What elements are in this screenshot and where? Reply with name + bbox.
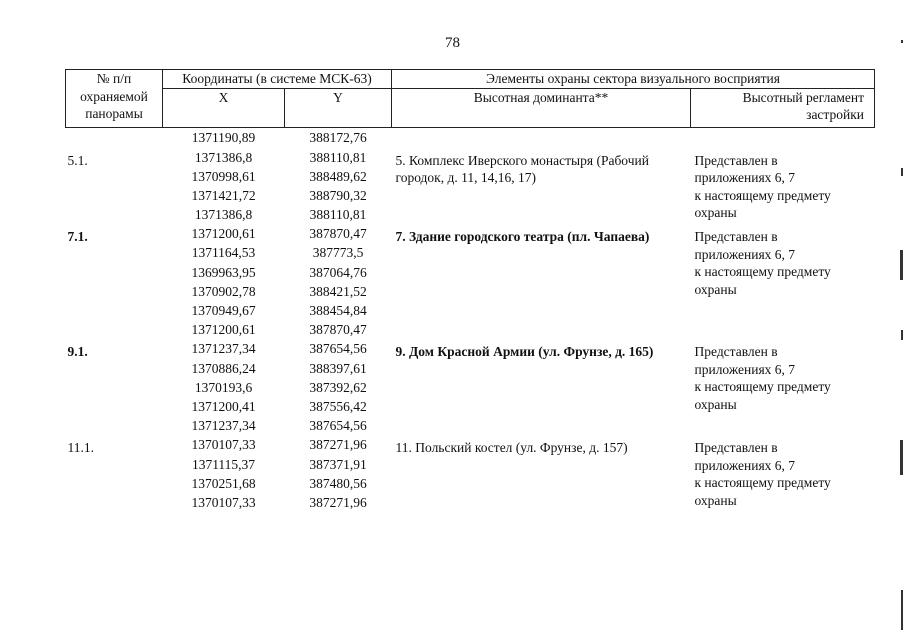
coordinate-x-value: 1370886,24 — [191, 360, 256, 376]
coordinate-x-value: 1370251,68 — [191, 475, 256, 491]
coordinate-y-value: 388489,62 — [309, 168, 367, 184]
header-number — [66, 70, 163, 128]
scan-artifact — [900, 440, 903, 475]
panorama-number: 7.1. — [67, 229, 88, 245]
coordinate-y-value: 387870,47 — [309, 322, 367, 338]
coordinate-x-value: 1371200,41 — [191, 398, 256, 414]
regulation-line: приложениях 6, 7 — [694, 457, 796, 473]
scan-artifact — [901, 590, 903, 630]
coordinate-x-value: 1371237,34 — [191, 418, 256, 434]
y-coordinates — [285, 148, 392, 225]
coordinate-y-value: 388397,61 — [309, 360, 367, 376]
header-regulation-line: Высотный регламент — [742, 89, 864, 105]
coordinate-x-value: 1371164,53 — [191, 245, 256, 261]
coordinate-y-value: 387870,47 — [309, 226, 367, 242]
header-x: X — [163, 88, 285, 127]
table-row — [66, 435, 875, 512]
coordinate-y-value: 388110,81 — [309, 207, 367, 223]
header-number-line: охраняемой — [80, 88, 148, 104]
coordinate-y-value: 387271,96 — [309, 437, 367, 453]
regulation-line: охраны — [694, 396, 737, 412]
coordinate-y-value: 387371,91 — [309, 456, 367, 472]
table-row — [66, 224, 875, 339]
height-regulation — [691, 339, 875, 435]
scan-artifact — [901, 330, 903, 340]
height-dominant: 5. Комплекс Иверского монастыря (Рабочий городок, д. 11, 14,16, 17) — [395, 152, 649, 185]
panorama-number — [66, 127, 163, 148]
x-coordinates — [163, 148, 285, 225]
header-number-line: панорамы — [85, 106, 143, 121]
coordinate-x-value: 1370949,67 — [191, 303, 256, 318]
regulation-line: Представлен в — [694, 229, 778, 245]
coordinate-x-value: 1371200,61 — [191, 226, 256, 242]
coordinate-x-value: 1371237,34 — [191, 341, 256, 357]
regulation-line: к настоящему предмету — [694, 379, 831, 395]
coordinate-x-value: 1370193,6 — [194, 379, 253, 395]
table-row — [66, 148, 875, 225]
coordinate-y-value: 387480,56 — [309, 475, 367, 491]
coordinate-x-value: 1369963,95 — [191, 264, 256, 280]
protection-sectors-table — [65, 69, 875, 512]
scan-artifact — [901, 40, 903, 43]
coordinate-x-value: 1371115,37 — [191, 456, 256, 472]
x-coordinates — [163, 435, 285, 512]
coordinate-y-value: 388454,84 — [309, 303, 367, 318]
header-dominant: Высотная доминанта** — [392, 88, 691, 127]
header-regulation-line: застройки — [806, 107, 864, 122]
table-row — [66, 339, 875, 435]
height-regulation — [691, 224, 875, 339]
regulation-line: охраны — [694, 492, 737, 508]
regulation-line: Представлен в — [694, 440, 778, 456]
panorama-number: 11.1. — [67, 440, 94, 456]
height-dominant: 9. Дом Красной Армии (ул. Фрунзе, д. 165) — [395, 344, 654, 360]
header-y: Y — [285, 88, 392, 127]
x-coordinates — [163, 127, 285, 148]
coordinate-y-value: 387556,42 — [309, 398, 367, 414]
coordinate-y-value: 387654,56 — [309, 341, 367, 357]
coordinate-y-value: 388172,76 — [309, 129, 367, 145]
coordinate-x-value: 1370998,61 — [191, 168, 256, 184]
coordinate-x-value: 1371421,72 — [191, 187, 256, 203]
regulation-line: к настоящему предмету — [694, 264, 831, 280]
regulation-line: к настоящему предмету — [694, 187, 831, 203]
coordinate-y-value: 387654,56 — [309, 418, 367, 434]
regulation-line: охраны — [694, 281, 737, 297]
coordinate-y-value: 387773,5 — [312, 245, 364, 261]
table-row — [66, 127, 875, 148]
coordinate-y-value: 387392,62 — [309, 379, 367, 395]
coordinate-x-value: 1371386,8 — [194, 149, 253, 165]
x-coordinates — [163, 224, 285, 339]
height-dominant: 7. Здание городского театра (пл. Чапаева) — [395, 229, 650, 245]
header-number-line: № п/п — [96, 71, 132, 86]
height-regulation — [691, 435, 875, 512]
coordinate-y-value: 388421,52 — [309, 283, 367, 299]
regulation-line: Представлен в — [694, 344, 778, 360]
scan-artifact — [900, 250, 903, 280]
header-protection-elements: Элементы охраны сектора визуального восприятия — [392, 70, 875, 89]
regulation-line: к настоящему предмету — [694, 475, 831, 491]
panorama-number: 9.1. — [67, 344, 88, 360]
coordinate-y-value: 387064,76 — [309, 264, 367, 280]
coordinate-x-value: 1371190,89 — [191, 129, 256, 145]
height-dominant: 11. Польский костел (ул. Фрунзе, д. 157) — [395, 440, 628, 456]
regulation-line: Представлен в — [694, 152, 778, 168]
regulation-line: охраны — [694, 205, 737, 220]
coordinate-y-value: 388110,81 — [309, 149, 367, 165]
coordinate-y-value: 387271,96 — [309, 494, 367, 510]
regulation-line: приложениях 6, 7 — [694, 170, 796, 185]
table-header — [66, 70, 875, 128]
coordinate-x-value: 1370902,78 — [191, 283, 256, 299]
coordinate-x-value: 1370107,33 — [191, 437, 256, 453]
y-coordinates — [285, 127, 392, 148]
header-coordinates: Координаты (в системе МСК-63) — [163, 70, 392, 89]
coordinate-x-value: 1371200,61 — [191, 322, 256, 338]
coordinate-x-value: 1370107,33 — [191, 494, 256, 510]
page-number: 78 — [445, 35, 460, 51]
scan-artifact — [901, 168, 903, 176]
table-body — [66, 127, 875, 512]
height-regulation — [691, 127, 875, 148]
coordinate-x-value: 1371386,8 — [194, 207, 253, 223]
y-coordinates — [285, 435, 392, 512]
height-dominant — [392, 127, 691, 148]
x-coordinates — [163, 339, 285, 435]
regulation-line: приложениях 6, 7 — [694, 246, 796, 262]
y-coordinates — [285, 224, 392, 339]
coordinate-y-value: 388790,32 — [309, 187, 367, 203]
y-coordinates — [285, 339, 392, 435]
height-regulation — [691, 148, 875, 225]
header-regulation — [691, 88, 875, 127]
regulation-line: приложениях 6, 7 — [694, 361, 796, 377]
panorama-number: 5.1. — [67, 152, 88, 168]
